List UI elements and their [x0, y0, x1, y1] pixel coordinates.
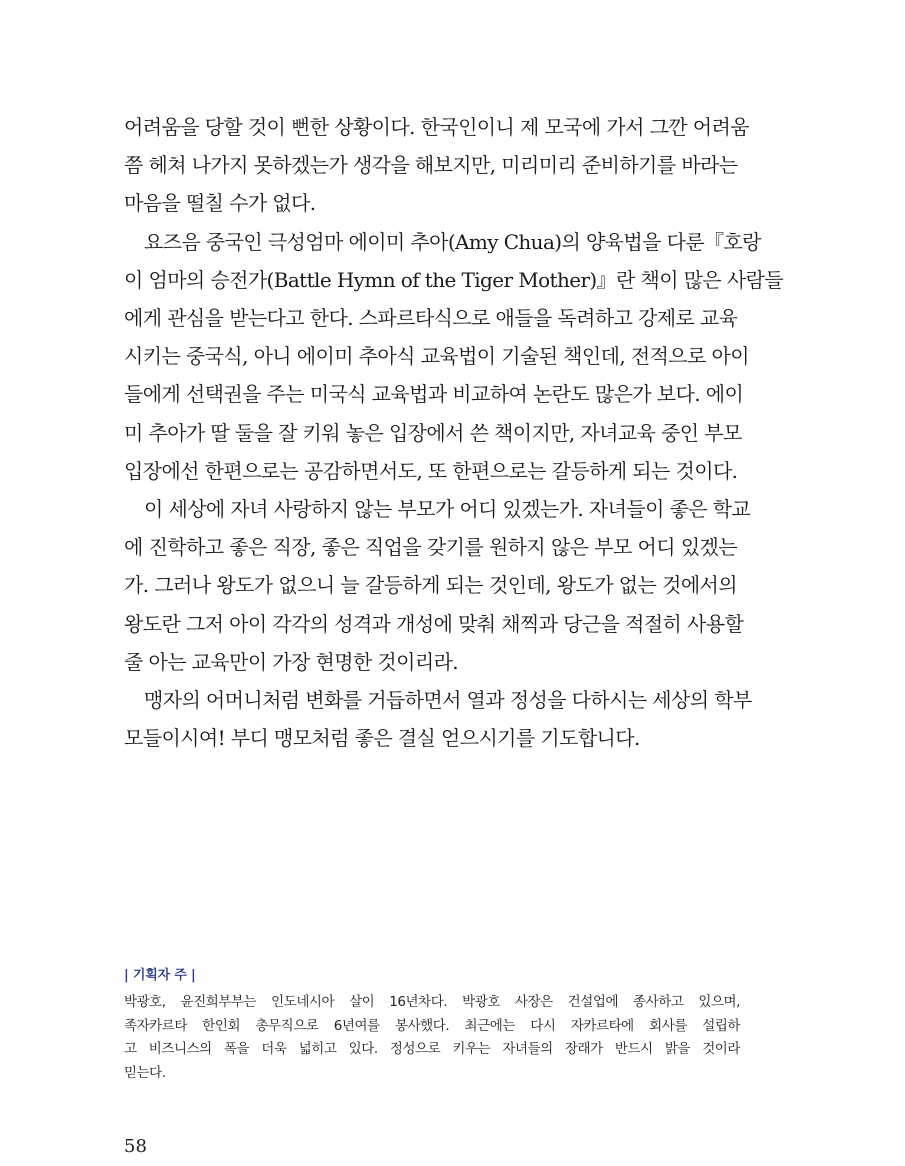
body-line: 시키는 중국식, 아니 에이미 추아식 교육법이 기술된 책인데, 전적으로 아이 [124, 344, 749, 369]
body-line: 쯤 헤쳐 나가지 못하겠는가 생각을 해보지만, 미리미리 준비하기를 바라는 [124, 153, 738, 178]
body-line: 어려움을 당할 것이 뻔한 상황이다. 한국인이니 제 모국에 가서 그깐 어려움 [124, 115, 749, 139]
body-line: 이 엄마의 승전가(Battle Hymn of the Tiger Mother)』란 책이 많은 사람들 [124, 267, 784, 292]
body-line: 맹자의 어머니처럼 변화를 거듭하면서 열과 정성을 다하시는 세상의 학부 [144, 688, 752, 713]
editor-note-line: 족자카르타 한인회 총무직으로 6년여를 봉사했다. 최근에는 다시 자카르타에 회사를 설립하 [124, 1017, 740, 1034]
editor-note [124, 964, 740, 1085]
editor-note-label: | 기획자 주 | [124, 968, 196, 983]
body-line: 에게 관심을 받는다고 한다. 스파르타식으로 애들을 독려하고 강제로 교육 [124, 306, 738, 331]
body-line: 에 진학하고 좋은 직장, 좋은 직업을 갖기를 원하지 않은 부모 어디 있겠는 [124, 535, 737, 560]
editor-note-line: 박광호, 윤진희부부는 인도네시아 살이 16년차다. 박광호 사장은 건설업에 종사하고 있으며, [124, 994, 740, 1010]
editor-note-line: 믿는다. [124, 1064, 166, 1081]
body-text [124, 108, 784, 757]
page-number: 58 [124, 1136, 147, 1157]
body-line: 줄 아는 교육만이 가장 현명한 것이리라. [124, 649, 459, 674]
body-line: 들에게 선택권을 주는 미국식 교육법과 비교하여 논란도 많은가 보다. 에이 [124, 382, 744, 407]
body-line: 미 추아가 딸 둘을 잘 키워 놓은 입장에서 쓴 책이지만, 자녀교육 중인 부모 [124, 420, 742, 445]
body-line: 왕도란 그저 아이 각각의 성격과 개성에 맞춰 채찍과 당근을 적절히 사용할 [124, 611, 744, 636]
body-line: 입장에선 한편으로는 공감하면서도, 또 한편으로는 갈등하게 되는 것이다. [124, 458, 738, 483]
body-line: 마음을 떨칠 수가 없다. [124, 191, 316, 216]
editor-note-line: 고 비즈니스의 폭을 더욱 넓히고 있다. 정성으로 키우는 자녀들의 장래가 반드시 밝을 것이라 [124, 1041, 740, 1057]
editor-note-text [124, 991, 740, 1085]
body-line: 요즈음 중국인 극성엄마 에이미 추아(Amy Chua)의 양육법을 다룬『호랑 [144, 229, 761, 254]
body-line: 이 세상에 자녀 사랑하지 않는 부모가 어디 있겠는가. 자녀들이 좋은 학교 [144, 497, 751, 522]
body-line: 가. 그러나 왕도가 없으니 늘 갈등하게 되는 것인데, 왕도가 없는 것에서의 [124, 573, 737, 598]
body-line: 모들이시여! 부디 맹모처럼 좋은 결실 얻으시기를 기도합니다. [124, 726, 640, 751]
